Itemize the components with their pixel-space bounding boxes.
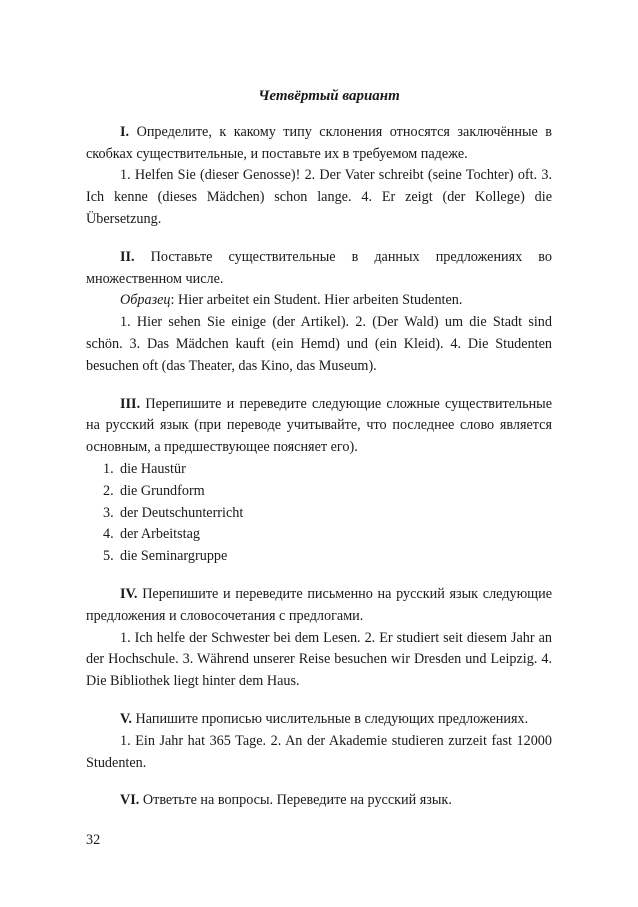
task-heading-text: Ответьте на вопросы. Переведите на русский язык. xyxy=(142,792,452,809)
task-number: V. xyxy=(120,710,132,727)
task-5 xyxy=(86,709,552,774)
list-item xyxy=(103,459,552,481)
task-heading-text: Перепишите и переведите письменно на русский язык следующие предложения и словосочетания с предлогами. xyxy=(86,585,552,624)
list-item xyxy=(103,481,552,503)
list-item xyxy=(103,546,552,568)
list-number: 5. xyxy=(103,548,114,565)
task-1 xyxy=(86,122,552,231)
task-heading xyxy=(86,584,552,628)
task-text: 1. Ein Jahr hat 365 Tage. 2. An der Akademie studieren zurzeit fast 12000 Studenten. xyxy=(86,732,552,771)
task-2 xyxy=(86,247,552,378)
list-text: der Arbeitstag xyxy=(120,526,200,543)
list-text: die Grundform xyxy=(120,482,205,499)
task-heading-text: Перепишите и переведите следующие сложные существительные на русский язык (при переводе учитывайте, что последнее слово является основным, а предшествующее поясняет его). xyxy=(86,395,553,456)
task-heading-text: Поставьте существительные в данных предложениях во множественном числе. xyxy=(86,248,552,287)
task-text: 1. Hier sehen Sie einige (der Artikel). 2. (Der Wald) um die Stadt sind schön. 3. Das Mädchen kauft (ein Hemd) und (ein Kleid). 4. Die Studenten besuchen oft (das Theater, das Kino, das Museum). xyxy=(86,314,552,374)
task-number: II. xyxy=(120,248,135,265)
task-heading xyxy=(86,790,552,812)
task-6 xyxy=(86,790,552,812)
task-text: 1. Ich helfe der Schwester bei dem Lesen. 2. Er studiert seit diesem Jahr an der Hochschule. 3. Während unserer Reise besuchen wir Dresden und Leipzig. 4. Die Bibliothek liegt hinter dem Haus. xyxy=(86,629,552,690)
page-number: 32 xyxy=(86,832,101,848)
list-item xyxy=(103,524,552,546)
task-3 xyxy=(86,394,552,568)
example-label: Образец xyxy=(120,292,171,309)
list-number: 3. xyxy=(103,504,114,521)
example-text: : Hier arbeitet ein Student. Hier arbeiten Studenten. xyxy=(170,292,463,309)
task-4 xyxy=(86,584,552,693)
list-item xyxy=(103,503,552,525)
task-heading xyxy=(86,709,552,731)
list-number: 2. xyxy=(103,482,114,499)
document-page xyxy=(86,86,552,828)
task-heading xyxy=(86,247,552,291)
task-number: III. xyxy=(120,395,141,412)
task-number: I. xyxy=(120,123,130,140)
task-number: VI. xyxy=(120,792,140,809)
task-text: 1. Helfen Sie (dieser Genosse)! 2. Der Vater schreibt (seine Tochter) oft. 3. Ich kenne (dieses Mädchen) schon lange. 4. Er zeigt (der Kollege) die Übersetzung. xyxy=(86,167,552,227)
list-number: 4. xyxy=(103,526,114,543)
task-heading xyxy=(86,394,552,459)
list-number: 1. xyxy=(103,460,114,477)
task-heading xyxy=(86,122,552,166)
task-example xyxy=(86,290,552,312)
task-heading-text: Напишите прописью числительные в следующих предложениях. xyxy=(135,710,529,727)
task-heading-text: Определите, к какому типу склонения относятся заключённые в скобках существительные, и поставьте их в требуемом падеже. xyxy=(86,123,553,162)
list-text: die Seminargruppe xyxy=(120,548,228,565)
list-text: der Deutschunterricht xyxy=(120,504,244,521)
word-list xyxy=(86,459,552,568)
list-text: die Haustür xyxy=(120,460,186,477)
page-title: Четвёртый вариант xyxy=(258,88,400,104)
task-number: IV. xyxy=(120,585,138,602)
